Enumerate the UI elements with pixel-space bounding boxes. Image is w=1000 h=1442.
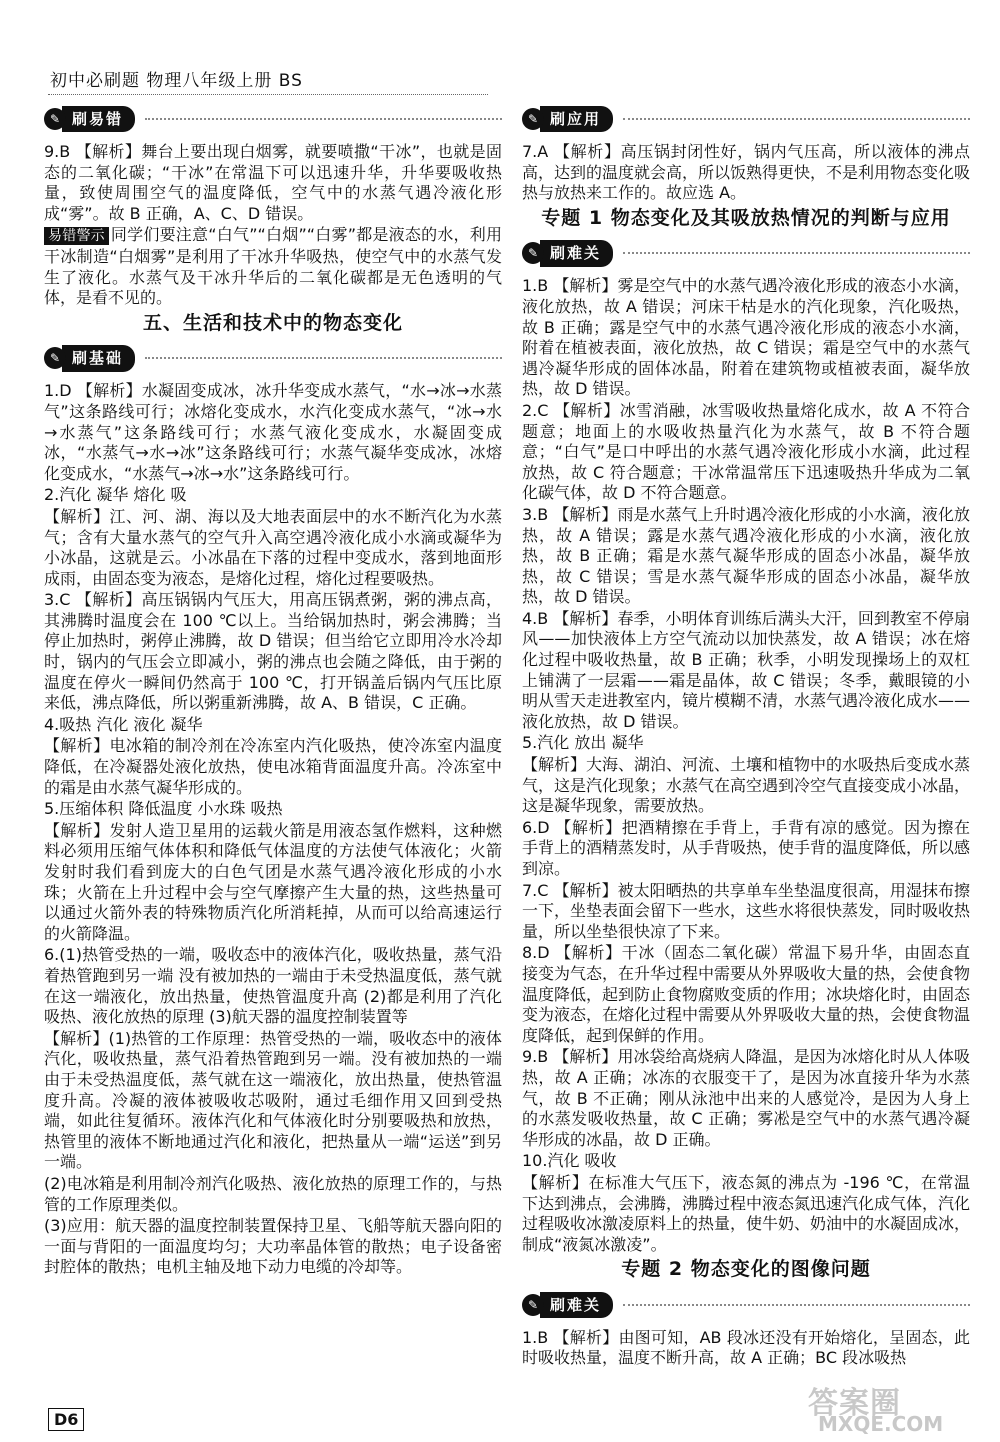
- brush-logo-icon: ✎: [44, 347, 66, 369]
- watermark-text: 答案圈: [808, 1386, 901, 1421]
- brush-logo-icon: ✎: [522, 1294, 544, 1316]
- section-banner-basics: [44, 341, 502, 375]
- answer-item: 7.C 【解析】被太阳晒热的共享单车坐垫温度很高，用湿抹布擦一下，坐垫表面会留下一些水，这些水将很快蒸发，同时吸收热量，所以坐垫很快凉了下来。: [522, 880, 971, 941]
- section-banner-hard-2: [522, 1288, 970, 1322]
- watermark-url: MXQE.COM: [818, 1412, 944, 1436]
- dotted-divider: [623, 118, 970, 120]
- brush-logo-icon: ✎: [522, 108, 544, 130]
- page-header: 初中必刷题 物理八年级上册 BS: [50, 71, 303, 91]
- answer-item: 1.D 【解析】水凝固变成冰，冰升华变成水蒸气，“水→冰→水蒸气”这条路线可行；冰熔化变成水，水汽化变成水蒸气，“冰→水→水蒸气”这条路线可行；水蒸气液化变成水，水凝固变成冰，“水蒸气→水→冰”这条路线可行；水蒸气凝华变成冰，冰熔化变成水，“水蒸气→冰→水”这条路线可行。: [44, 381, 502, 483]
- answer-item: 9.B 【解析】舞台上要出现白烟雾，就要喷撒“干冰”，也就是固态的二氧化碳；“干冰”在常温下可以迅速升华，升华要吸收热量，致使周围空气的温度降低，空气中的水蒸气遇冷液化形成“雾”。故 B 正确，A、C、D 错误。: [44, 142, 502, 223]
- section-banner-hard: [522, 236, 970, 270]
- answer-item: 1.B 【解析】雾是空气中的水蒸气遇冷液化形成的液态小水滴，液化放热，故 A 错误；河床干枯是水的汽化现象，汽化吸热，故 B 正确；露是空气中的水蒸气遇冷液化形成的液态小水滴，附着在植被表面，液化放热，故 C 错误；霜是空气中的水蒸气遇冷凝华形成的固体冰晶，附着在建筑物或植被表面，凝华放热，故 D 错误。: [522, 276, 970, 399]
- section-label: 刷基础: [62, 345, 135, 372]
- answer-item: 3.B 【解析】雨是水蒸气上升时遇冷液化形成的小水滴，液化放热，故 A 错误；露是水蒸气遇冷液化形成的小水滴，液化放热，故 B 正确；霜是水蒸气凝华形成的固态小冰晶，凝华放热，故 C 错误；雪是水蒸气凝华形成的固态小冰晶，凝华放热，故 D 错误。: [522, 504, 970, 607]
- answer-key: 2.汽化 凝华 熔化 吸: [44, 485, 187, 505]
- answer-item: 【解析】电冰箱的制冷剂在冷冻室内汽化吸热，使冷冻室内温度降低，在冷凝器处液化放热，使电冰箱背面温度升高。冷冻室中的霜是由水蒸气凝华形成的。: [44, 736, 502, 797]
- brush-logo-icon: ✎: [522, 242, 544, 264]
- warning-note: [44, 225, 502, 308]
- topic-title: 专题 1 物态变化及其吸放热情况的判断与应用: [541, 206, 951, 229]
- answer-item: 6.D 【解析】把酒精擦在手背上，手背有凉的感觉。因为擦在手背上的酒精蒸发时，从手背吸热，使手背的温度降低，所以感到凉。: [522, 817, 971, 878]
- warning-badge: 易错警示: [44, 227, 109, 245]
- section-title: 五、生活和技术中的物态变化: [142, 311, 403, 334]
- answer-item: 【解析】江、河、湖、海以及大地表面层中的水不断汽化为水蒸气；含有大量水蒸气的空气升入高空遇冷液化成小水滴或凝华为小冰晶，这就是云。小冰晶在下落的过程中变成水，落到地面形成雨，由固态变为液态，是熔化过程，熔化过程要吸热。: [44, 506, 502, 588]
- answer-item: 9.B 【解析】用冰袋给高烧病人降温，是因为冰熔化时从人体吸热，故 A 正确；冰冻的衣服变干了，是因为冰直接升华为水蒸气，故 B 不正确；刚从泳池中出来的人感觉冷，是因为人身上的水蒸发吸收热量，故 C 正确；雾凇是空气中的水蒸气遇冷凝华形成的冰晶，故 D 正确。: [522, 1047, 970, 1149]
- section-banner-mistakes: [44, 102, 502, 136]
- answer-item: 3.C 【解析】高压锅锅内气压大，用高压锅煮粥，粥的沸点高，其沸腾时温度会在 100 ℃以上。当给锅加热时，粥会沸腾；当停止加热时，粥停止沸腾，故 D 错误；但当给它立即用冷水冷却时，锅内的气压会立即减小，粥的沸点也会随之降低，由于粥的温度在停火一瞬间仍然高于 100 ℃，打开锅盖后锅内气压比原来低，沸点降低，所以粥重新沸腾，故 A、B 错误，C 正确。: [44, 590, 502, 713]
- section-label: 刷难关: [540, 1292, 613, 1319]
- answer-item: 1.B 【解析】由图可知，AB 段冰还没有开始熔化，呈固态，此时吸收热量，温度不断升高，故 A 正确；BC 段冰吸热: [522, 1327, 970, 1368]
- page-number: D6: [48, 1408, 84, 1431]
- answer-item: 2.C 【解析】冰雪消融，冰雪吸收热量熔化成水，故 A 不符合题意；地面上的水吸收热量汽化为水蒸气，故 B 不符合题意；“白气”是口中呼出的水蒸气遇冷液化形成小水滴，此过程放热，故 C 符合题意；干冰常温常压下迅速吸热升华成为二氧化碳气体，故 D 不符合题意。: [522, 400, 970, 503]
- answer-item: 4.B 【解析】春季，小明体育训练后满头大汗，回到教室不停扇风——加快液体上方空气流动以加快蒸发，故 A 错误；冰在熔化过程中吸收热量，故 B 正确；秋季，小明发现操场上的双杠上铺满了一层霜——霜是晶体，故 C 错误；冬季，戴眼镜的小明从雪天走进教室内，镜片模糊不清，水蒸气遇冷液化成水——液化放热，故 D 错误。: [522, 608, 971, 731]
- answer-item: (2)电冰箱是利用制冷剂汽化吸热、液化放热的原理工作的，与热管的工作原理类似。: [44, 1173, 502, 1214]
- answer-item: 【解析】发射人造卫星用的运载火箭是用液态氢作燃料，这种燃料必须用压缩气体体积和降低气体温度的方法使气体液化；火箭发射时我们看到庞大的白色气团是水蒸气遇冷液化形成的小水珠；火箭在上升过程中会与空气摩擦产生大量的热，这些热量可以通过火箭外表的特殊物质汽化所消耗掉，从而可以给高速运行的火箭降温。: [44, 820, 502, 943]
- section-label: 刷应用: [540, 106, 613, 133]
- header-divider: [48, 94, 488, 95]
- section-label: 刷易错: [62, 106, 135, 133]
- answer-key: 4.吸热 汽化 液化 凝华: [44, 714, 203, 734]
- topic-title: 专题 2 物态变化的图像问题: [621, 1258, 871, 1281]
- answer-item: 7.A 【解析】高压锅封闭性好，锅内气压高，所以液体的沸点高，达到的温度就会高，所以饭熟得更快，不是利用物态变化吸热与放热来工作的。故应选 A。: [522, 142, 971, 203]
- answer-key: 5.汽化 放出 凝华: [522, 733, 644, 753]
- answer-item: 【解析】大海、湖泊、河流、土壤和植物中的水吸热后变成水蒸气，这是汽化现象；水蒸气在高空遇到冷空气直接变成小冰晶，这是凝华现象，需要放热。: [522, 755, 971, 816]
- answer-item: (3)应用：航天器的温度控制装置保持卫星、飞船等航天器向阳的一面与背阳的一面温度均匀；大功率晶体管的散热；电子设备密封腔体的散热；电机主轴及地下动力电缆的冷却等。: [44, 1216, 502, 1277]
- answer-item: 【解析】(1)热管的工作原理：热管受热的一端，吸收态中的液体汽化，吸收热量，蒸气沿着热管跑到另一端。没有被加热的一端由于未受热温度低，蒸气就在这一端液化，放出热量，使热管温度升高。冷凝的液体被吸收芯吸附，通过毛细作用又回到受热端，如此往复循环。液体汽化和气体液化时分别要吸热和放热，热管里的液体不断地通过汽化和液化，把热量从一端“运送”到另一端。: [44, 1028, 502, 1172]
- section-banner-application: [522, 102, 970, 136]
- right-column: [522, 100, 970, 1370]
- brush-logo-icon: ✎: [44, 108, 66, 130]
- dotted-divider: [145, 357, 502, 359]
- answer-item: 8.D 【解析】干冰（固态二氧化碳）常温下易升华，由固态直接变为气态，在升华过程中需要从外界吸收大量的热，会使食物温度降低，起到防止食物腐败变质的作用；冰块熔化时，由固态变为液态，在熔化过程中需要从外界吸收大量的热，会使食物温度降低，起到保鲜的作用。: [522, 943, 971, 1045]
- dotted-divider: [623, 252, 970, 254]
- left-column: [44, 100, 502, 1279]
- section-label: 刷难关: [540, 240, 613, 267]
- answer-key: 5.压缩体积 降低温度 小水珠 吸热: [44, 799, 283, 819]
- answer-key: 6.(1)热管受热的一端，吸收态中的液体汽化，吸收热量，蒸气沿着热管跑到另一端 没有被加热的一端由于未受热温度低，蒸气就在这一端液化，放出热量，使热管温度升高 (2)都是利用了汽化吸热、液化放热的原理 (3)航天器的温度控制装置等: [44, 945, 502, 1027]
- dotted-divider: [623, 1304, 970, 1306]
- dotted-divider: [145, 118, 502, 120]
- warning-text: 同学们要注意“白气”“白烟”“白雾”都是液态的水，利用干冰制造“白烟雾”是利用了干冰升华吸热，使空气中的水蒸气发生了液化。水蒸气及干冰升华后的二氧化碳都是无色透明的气体，是看不见的。: [44, 225, 502, 308]
- answer-key: 10.汽化 吸收: [522, 1151, 617, 1171]
- answer-item: 【解析】在标准大气压下，液态氮的沸点为 -196 ℃，在常温下达到沸点，会沸腾，沸腾过程中液态氮迅速汽化成气体，汽化过程吸收冰激凌原料上的热量，使牛奶、奶油中的水凝固成冰，制成“液氮冰激凌”。: [522, 1172, 971, 1254]
